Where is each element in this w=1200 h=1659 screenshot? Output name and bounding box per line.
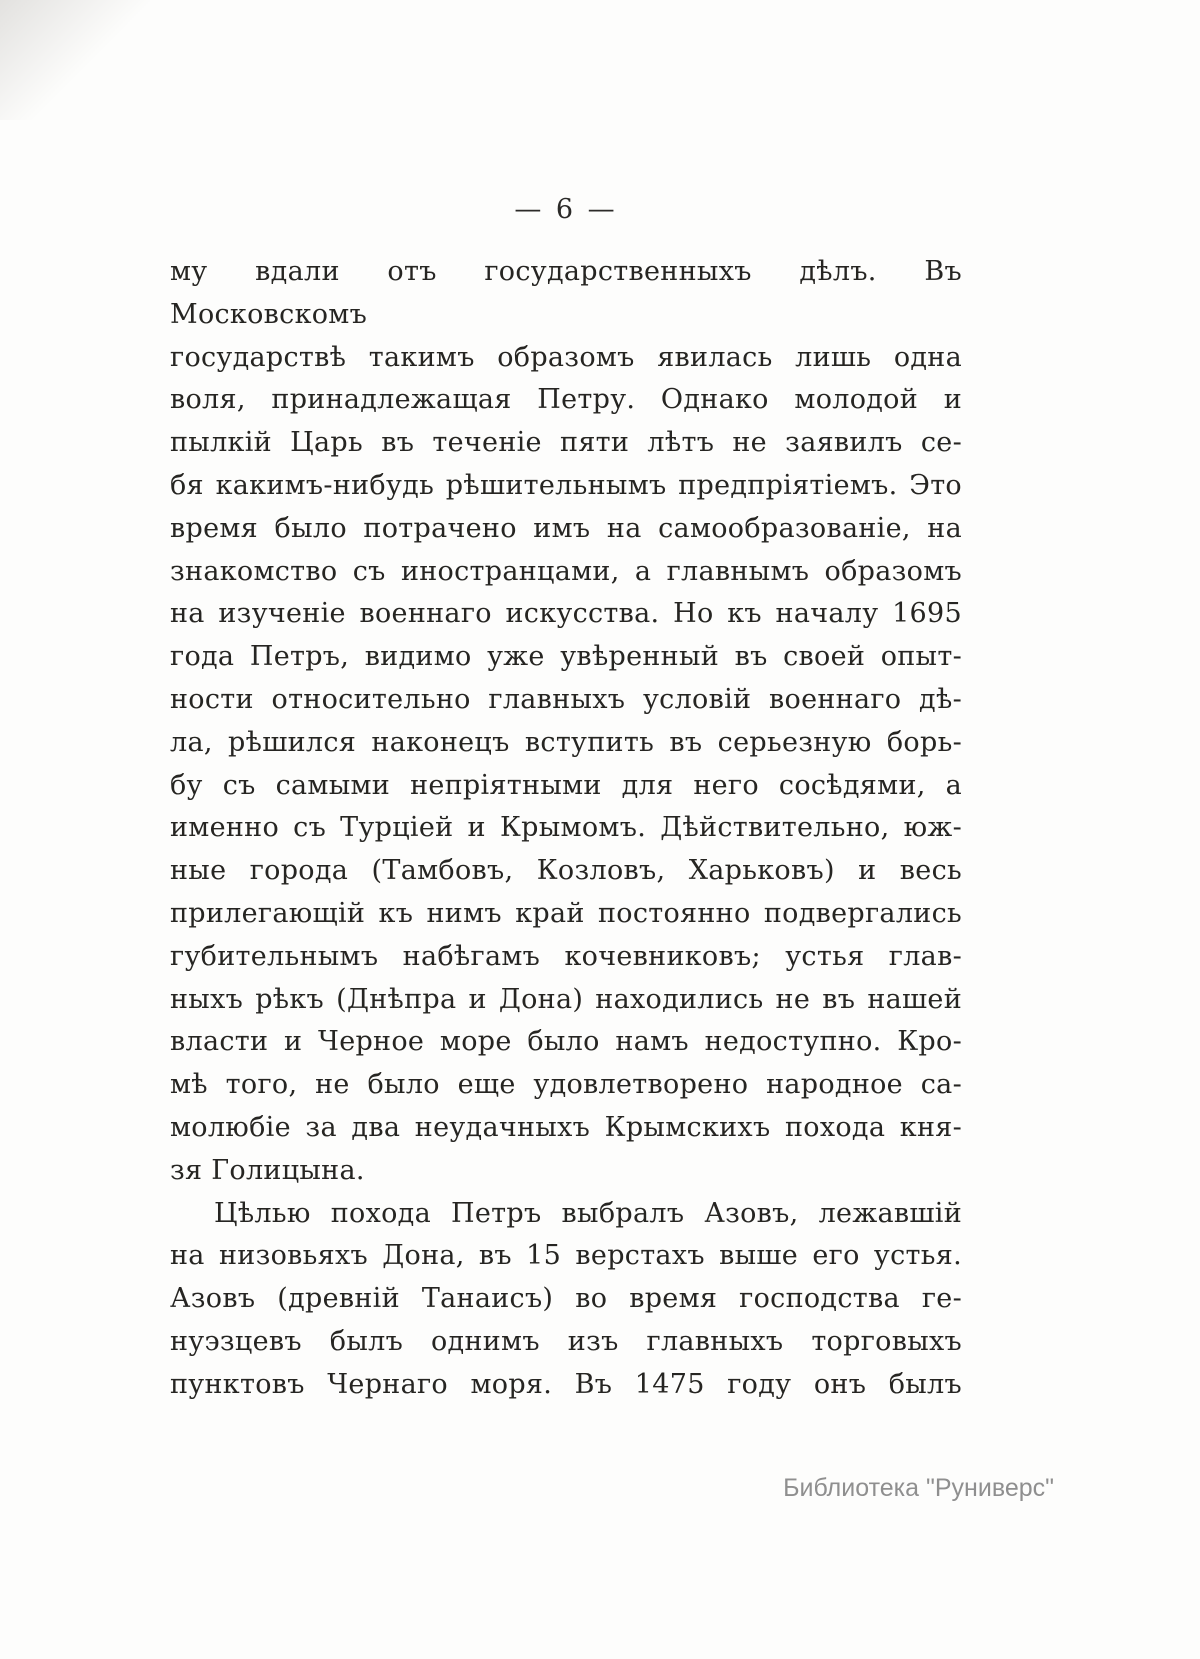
text-line: Азовъ (древній Танаисъ) во время господства ге- (170, 1283, 962, 1315)
paragraph-2 (170, 1193, 962, 1407)
text-line: зя Голицына. (170, 1154, 365, 1186)
text-line: года Петръ, видимо уже увѣренный въ своей опыт- (170, 641, 962, 673)
text-line: на низовьяхъ Дона, въ 15 верстахъ выше его устья. (170, 1240, 962, 1272)
text-line: воля, принадлежащая Петру. Однако молодой и (170, 384, 962, 416)
text-line: пунктовъ Чернаго моря. Въ 1475 году онъ былъ (170, 1368, 962, 1400)
text-line: бя какимъ-нибудь рѣшительнымъ предпріятіемъ. Это (170, 469, 962, 501)
text-line: ла, рѣшился наконецъ вступить въ серьезную борь- (170, 726, 962, 758)
scan-corner-shadow (0, 0, 160, 120)
text-line: му вдали отъ государственныхъ дѣлъ. Въ Московскомъ (170, 256, 962, 330)
text-line: мѣ того, не было еще удовлетворено народное са- (170, 1069, 962, 1101)
text-line: время было потрачено имъ на самообразованіе, на (170, 512, 962, 544)
text-line: власти и Черное море было намъ недоступно. Кро- (170, 1026, 962, 1058)
text-line: государствѣ такимъ образомъ явилась лишь одна (170, 341, 962, 373)
text-line: прилегающій къ нимъ край постоянно подвергались (170, 897, 962, 929)
page-number: — 6 — (514, 194, 618, 225)
library-watermark: Библиотека "Руниверс" (783, 1474, 1054, 1502)
text-line: ныхъ рѣкъ (Днѣпра и Дона) находились не въ нашей (170, 983, 962, 1015)
text-line: Цѣлью похода Петръ выбралъ Азовъ, лежавшій (214, 1197, 962, 1229)
text-line: молюбіе за два неудачныхъ Крымскихъ похода кня- (170, 1111, 962, 1143)
text-line: ности относительно главныхъ условій военнаго дѣ- (170, 683, 962, 715)
text-line: на изученіе военнаго искусства. Но къ началу 1695 (170, 598, 962, 630)
text-line: ные города (Тамбовъ, Козловъ, Харьковъ) и весь (170, 855, 962, 887)
text-block (170, 251, 962, 1407)
text-line: пылкій Царь въ теченіе пяти лѣтъ не заявилъ се- (170, 427, 962, 459)
text-line: бу съ самыми непріятными для него сосѣдями, а (170, 769, 962, 801)
text-line: знакомство съ иностранцами, а главнымъ образомъ (170, 555, 962, 587)
text-line: губительнымъ набѣгамъ кочевниковъ; устья глав- (170, 940, 962, 972)
text-line: именно съ Турціей и Крымомъ. Дѣйствительно, юж- (170, 812, 962, 844)
paragraph-1 (170, 251, 962, 1193)
text-line: нуэзцевъ былъ однимъ изъ главныхъ торговыхъ (170, 1325, 962, 1357)
